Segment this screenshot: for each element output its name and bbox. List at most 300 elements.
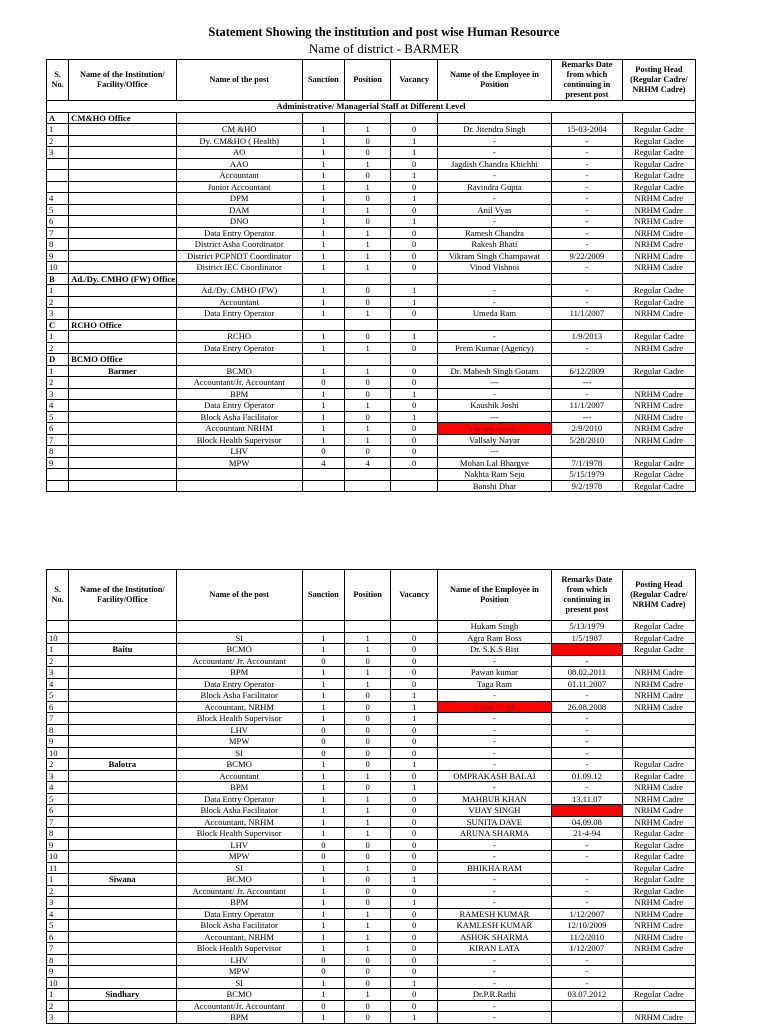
table-cell: Block Asha Facilitator bbox=[176, 690, 302, 702]
table-cell bbox=[69, 701, 176, 713]
table-cell: 1 bbox=[302, 331, 344, 343]
table-cell bbox=[69, 943, 176, 955]
table-cell: Balotra bbox=[69, 759, 176, 771]
table-cell bbox=[302, 319, 344, 331]
table-cell: 0 bbox=[391, 181, 438, 193]
table-cell bbox=[69, 262, 176, 274]
table-cell: 1 bbox=[344, 805, 391, 817]
table-cell bbox=[391, 354, 438, 366]
table-cell: 1 bbox=[391, 1012, 438, 1024]
table-cell bbox=[69, 667, 176, 679]
table-cell: Accountant bbox=[176, 170, 302, 182]
table-cell: Agra Ram Boss bbox=[437, 632, 551, 644]
table-cell: 1 bbox=[302, 170, 344, 182]
table-cell bbox=[69, 296, 176, 308]
table-cell bbox=[69, 908, 176, 920]
table-row bbox=[47, 158, 696, 170]
table-cell bbox=[69, 400, 176, 412]
table-cell: 1 bbox=[302, 1012, 344, 1024]
table-cell: 0 bbox=[391, 966, 438, 978]
table-cell: 2 bbox=[47, 296, 69, 308]
table-cell: 6 bbox=[47, 931, 69, 943]
hr-table-page-1 bbox=[46, 59, 696, 492]
table-cell: 0 bbox=[391, 954, 438, 966]
table-cell bbox=[302, 469, 344, 481]
table-cell: Accountant/ Jr. Accountant bbox=[176, 655, 302, 667]
table-cell: Vikram Purohit bbox=[437, 423, 551, 435]
table-cell: 1 bbox=[47, 989, 69, 1001]
table-cell bbox=[69, 736, 176, 748]
col-remarks: Remarks Date from which continuing in present post bbox=[551, 570, 622, 621]
table-cell: 7 bbox=[47, 816, 69, 828]
table-row bbox=[47, 147, 696, 159]
table-row bbox=[47, 713, 696, 725]
table-cell bbox=[302, 112, 344, 124]
table-cell bbox=[69, 457, 176, 469]
table-cell: 1 bbox=[47, 874, 69, 886]
table-cell: 11/1/2007 bbox=[551, 308, 622, 320]
table-cell: 0 bbox=[302, 377, 344, 389]
table-cell: 11/1/2007 bbox=[551, 400, 622, 412]
table-cell bbox=[69, 239, 176, 251]
table-cell bbox=[551, 1000, 622, 1012]
table-cell: 0 bbox=[302, 446, 344, 458]
table-cell: 0 bbox=[391, 805, 438, 817]
table-cell: 10 bbox=[47, 977, 69, 989]
table-cell: MPW bbox=[176, 851, 302, 863]
table-cell: 1 bbox=[47, 644, 69, 656]
table-cell bbox=[69, 158, 176, 170]
table-row bbox=[47, 701, 696, 713]
table-cell bbox=[69, 713, 176, 725]
table-cell: 0 bbox=[391, 365, 438, 377]
table-cell bbox=[391, 319, 438, 331]
table-cell: - bbox=[437, 736, 551, 748]
table-cell: LHV bbox=[176, 724, 302, 736]
table-cell: - bbox=[551, 736, 622, 748]
table-cell: Accountant/Jr. Accountant bbox=[176, 377, 302, 389]
table-cell: VIJAY SINGH bbox=[437, 805, 551, 817]
table-row bbox=[47, 655, 696, 667]
table-cell bbox=[302, 354, 344, 366]
table-cell: Dr. Jitendra Singh bbox=[437, 124, 551, 136]
table-row bbox=[47, 342, 696, 354]
table-cell bbox=[622, 273, 695, 285]
table-cell: - bbox=[437, 966, 551, 978]
table-cell: Barmer bbox=[69, 365, 176, 377]
table-cell: 11/2/2010 bbox=[551, 931, 622, 943]
table-cell: 1 bbox=[344, 816, 391, 828]
table-cell: 1 bbox=[391, 897, 438, 909]
table-cell: 1 bbox=[302, 713, 344, 725]
table-cell: Regular Cadre bbox=[622, 759, 695, 771]
table-row bbox=[47, 400, 696, 412]
table-row bbox=[47, 331, 696, 343]
table-cell: 0 bbox=[302, 1000, 344, 1012]
table-cell: - bbox=[551, 690, 622, 702]
table-row bbox=[47, 805, 696, 817]
table-row bbox=[47, 135, 696, 147]
table-cell: 0 bbox=[302, 736, 344, 748]
table-row bbox=[47, 667, 696, 679]
table-cell: Data Entry Operator bbox=[176, 308, 302, 320]
table-cell: - bbox=[551, 193, 622, 205]
table-cell bbox=[69, 181, 176, 193]
table-cell: 4 bbox=[302, 457, 344, 469]
table-cell: 4 bbox=[47, 678, 69, 690]
table-cell: Hukam Singh bbox=[437, 621, 551, 633]
table-cell: 1 bbox=[302, 874, 344, 886]
table-cell: 1 bbox=[344, 793, 391, 805]
table-row bbox=[47, 216, 696, 228]
table-cell: 1 bbox=[47, 365, 69, 377]
table-cell bbox=[391, 621, 438, 633]
hr-table-page-2 bbox=[46, 569, 696, 1024]
table-cell bbox=[344, 621, 391, 633]
table-cell bbox=[437, 354, 551, 366]
table-cell: 1/12/2007 bbox=[551, 943, 622, 955]
table-cell bbox=[69, 805, 176, 817]
table-cell: 0 bbox=[391, 885, 438, 897]
table-cell: - bbox=[551, 874, 622, 886]
table-cell: NRHM Cadre bbox=[622, 1012, 695, 1024]
table-cell: - bbox=[551, 216, 622, 228]
table-cell: 0 bbox=[391, 644, 438, 656]
table-cell: - bbox=[437, 782, 551, 794]
table-cell: --- bbox=[437, 377, 551, 389]
table-cell bbox=[69, 977, 176, 989]
table-cell: Regular Cadre bbox=[622, 331, 695, 343]
table-cell: BCMO bbox=[176, 759, 302, 771]
table-cell bbox=[622, 1000, 695, 1012]
table-cell: Accountant NRHM bbox=[176, 423, 302, 435]
table-row bbox=[47, 874, 696, 886]
table-row bbox=[47, 908, 696, 920]
table-cell: 9 bbox=[47, 250, 69, 262]
table-cell bbox=[344, 354, 391, 366]
table-cell: MPW bbox=[176, 966, 302, 978]
table-cell: Dy. CM&HO ( Health) bbox=[176, 135, 302, 147]
table-cell: 1 bbox=[344, 632, 391, 644]
table-cell: 7/1/1978 bbox=[551, 457, 622, 469]
table-cell: 0 bbox=[344, 1000, 391, 1012]
table-cell bbox=[391, 112, 438, 124]
table-cell: 0 bbox=[391, 736, 438, 748]
table-row bbox=[47, 747, 696, 759]
table-cell: 0 bbox=[344, 377, 391, 389]
table-cell: MPW bbox=[176, 457, 302, 469]
col-sno: S. No. bbox=[47, 60, 69, 101]
table-cell: --- bbox=[437, 411, 551, 423]
table-cell: 1 bbox=[344, 943, 391, 955]
col-sanction: Sanction bbox=[302, 570, 344, 621]
table-cell: Accountant bbox=[176, 296, 302, 308]
table-cell: KIRAN LATA bbox=[437, 943, 551, 955]
table-cell: 1 bbox=[391, 713, 438, 725]
table-cell: 0 bbox=[344, 655, 391, 667]
table-cell: BPM bbox=[176, 1012, 302, 1024]
table-cell bbox=[69, 966, 176, 978]
table-cell: 1 bbox=[302, 897, 344, 909]
table-cell: 0 bbox=[344, 713, 391, 725]
table-cell bbox=[176, 112, 302, 124]
table-cell: 8 bbox=[47, 828, 69, 840]
table-row bbox=[47, 851, 696, 863]
col-remarks: Remarks Date from which continuing in present post bbox=[551, 60, 622, 101]
table-cell: 0 bbox=[391, 262, 438, 274]
table-cell bbox=[622, 724, 695, 736]
table-row bbox=[47, 457, 696, 469]
table-cell: SI bbox=[176, 747, 302, 759]
table-cell: 1 bbox=[302, 770, 344, 782]
table-cell: - bbox=[551, 655, 622, 667]
table-cell: 6 bbox=[47, 701, 69, 713]
table-cell: CM&HO Office bbox=[69, 112, 176, 124]
table-cell: NRHM Cadre bbox=[622, 434, 695, 446]
table-row bbox=[47, 469, 696, 481]
table-cell: Regular Cadre bbox=[622, 147, 695, 159]
table-cell bbox=[622, 954, 695, 966]
table-cell: 0 bbox=[391, 342, 438, 354]
table-cell: BCMO bbox=[176, 644, 302, 656]
table-cell bbox=[69, 885, 176, 897]
table-cell: 1 bbox=[302, 147, 344, 159]
table-cell bbox=[302, 621, 344, 633]
table-cell: 1 bbox=[391, 331, 438, 343]
table-row bbox=[47, 193, 696, 205]
table-cell: 6/12/2009 bbox=[551, 365, 622, 377]
table-cell: 1 bbox=[302, 216, 344, 228]
table-cell: Regular Cadre bbox=[622, 365, 695, 377]
table-cell: 1 bbox=[302, 931, 344, 943]
table-cell: 1 bbox=[344, 931, 391, 943]
table-cell: 1 bbox=[391, 193, 438, 205]
table-cell: 1 bbox=[344, 434, 391, 446]
table-row bbox=[47, 931, 696, 943]
table-cell bbox=[69, 469, 176, 481]
table-cell: Regular Cadre bbox=[622, 181, 695, 193]
table-row bbox=[47, 204, 696, 216]
table-cell: 1 bbox=[302, 678, 344, 690]
table-cell: Accountant/Jr. Accountant bbox=[176, 1000, 302, 1012]
table-cell bbox=[551, 112, 622, 124]
table-cell: 0 bbox=[391, 446, 438, 458]
table-cell: 1 bbox=[344, 124, 391, 136]
table-cell: 8 bbox=[47, 954, 69, 966]
table-cell: OMPRAKASH BALAI bbox=[437, 770, 551, 782]
col-vacancy: Vacancy bbox=[391, 60, 438, 101]
table-cell bbox=[622, 354, 695, 366]
table-cell: 1 bbox=[391, 170, 438, 182]
table-cell: - bbox=[437, 388, 551, 400]
table-cell: 0 bbox=[302, 724, 344, 736]
table-cell: District IEC Coordinator bbox=[176, 262, 302, 274]
table-cell: Regular Cadre bbox=[622, 874, 695, 886]
table-cell: 1/5/1987 bbox=[551, 632, 622, 644]
table-cell: 0 bbox=[391, 434, 438, 446]
table-cell: 1 bbox=[391, 782, 438, 794]
col-sno: S. No. bbox=[47, 570, 69, 621]
table-cell: - bbox=[551, 897, 622, 909]
table-cell bbox=[176, 319, 302, 331]
table-cell: C bbox=[47, 319, 69, 331]
table-cell: 0 bbox=[391, 678, 438, 690]
table-cell bbox=[551, 273, 622, 285]
table-cell: 1 bbox=[391, 296, 438, 308]
table-cell: 13.11.07 bbox=[551, 793, 622, 805]
table-cell: BPM bbox=[176, 388, 302, 400]
table-cell: Regular Cadre bbox=[622, 862, 695, 874]
table-cell: NRHM Cadre bbox=[622, 793, 695, 805]
table-cell: 1 bbox=[344, 862, 391, 874]
table-cell: 1 bbox=[302, 262, 344, 274]
table-cell: 0 bbox=[344, 782, 391, 794]
table-cell: RCHO bbox=[176, 331, 302, 343]
table-row bbox=[47, 690, 696, 702]
table-cell: NRHM Cadre bbox=[622, 678, 695, 690]
table-cell: 1 bbox=[344, 227, 391, 239]
table-cell: 3 bbox=[47, 308, 69, 320]
table-cell bbox=[69, 170, 176, 182]
table-cell: 6 bbox=[47, 216, 69, 228]
table-cell: 0 bbox=[344, 954, 391, 966]
table-cell: Ravindra Gupta bbox=[437, 181, 551, 193]
table-cell: Jagdish Chandra Khichhi bbox=[437, 158, 551, 170]
table-cell: 0 bbox=[344, 701, 391, 713]
table-cell: 0 bbox=[391, 908, 438, 920]
table-cell: BCMO bbox=[176, 989, 302, 1001]
table-row bbox=[47, 770, 696, 782]
table-cell: Regular Cadre bbox=[622, 989, 695, 1001]
table-cell: 9 bbox=[47, 839, 69, 851]
table-cell: 1 bbox=[302, 411, 344, 423]
table-cell: - bbox=[437, 713, 551, 725]
table-cell bbox=[69, 124, 176, 136]
table-row bbox=[47, 920, 696, 932]
table-row bbox=[47, 181, 696, 193]
table-cell bbox=[69, 434, 176, 446]
table-cell: Regular Cadre bbox=[622, 135, 695, 147]
table-cell bbox=[622, 377, 695, 389]
table-cell: Vallsaly Nayar bbox=[437, 434, 551, 446]
table-cell: 3 bbox=[47, 897, 69, 909]
table-cell bbox=[69, 931, 176, 943]
document-title: Statement Showing the institution and post wise Human Resource bbox=[208, 25, 560, 39]
table-cell: 10 bbox=[47, 851, 69, 863]
table-cell: 0 bbox=[391, 851, 438, 863]
table-cell: Regular Cadre bbox=[622, 621, 695, 633]
table-cell: - bbox=[437, 216, 551, 228]
table-cell: LHV bbox=[176, 839, 302, 851]
table-cell: D bbox=[47, 354, 69, 366]
table-cell: 0 bbox=[391, 828, 438, 840]
table-cell: 0 bbox=[344, 285, 391, 297]
table-cell: 1 bbox=[302, 943, 344, 955]
table-cell: 0 bbox=[344, 690, 391, 702]
table-cell bbox=[551, 319, 622, 331]
col-posting-head: Posting Head (Regular Cadre/ NRHM Cadre) bbox=[622, 60, 695, 101]
table-cell: 5 bbox=[47, 920, 69, 932]
table-cell: Regular Cadre bbox=[622, 124, 695, 136]
table-cell: 26.08.2008 bbox=[551, 701, 622, 713]
table-cell: Mohan Lal Bhargve bbox=[437, 457, 551, 469]
table-cell: Accountant, NRHM bbox=[176, 931, 302, 943]
table-cell: - bbox=[551, 342, 622, 354]
table-cell: 1 bbox=[344, 342, 391, 354]
table-cell: NRHM Cadre bbox=[622, 805, 695, 817]
table-cell: 1 bbox=[391, 388, 438, 400]
table-cell: Sindhary bbox=[69, 989, 176, 1001]
table-cell: NRHM Cadre bbox=[622, 227, 695, 239]
table-cell bbox=[69, 216, 176, 228]
table-cell: - bbox=[551, 262, 622, 274]
table-cell: 1 bbox=[344, 308, 391, 320]
table-cell: Dr. S.K.S Bist bbox=[437, 644, 551, 656]
table-cell bbox=[47, 469, 69, 481]
table-cell: 0 bbox=[391, 400, 438, 412]
table-cell: NRHM Cadre bbox=[622, 908, 695, 920]
table-cell: - bbox=[437, 690, 551, 702]
table-cell: 1 bbox=[344, 423, 391, 435]
table-cell: - bbox=[437, 885, 551, 897]
table-cell: 1 bbox=[302, 124, 344, 136]
table-cell: Regular Cadre bbox=[622, 480, 695, 492]
table-cell bbox=[551, 805, 622, 817]
table-cell: MAHBUB KHAN bbox=[437, 793, 551, 805]
district-name: Name of district - BARMER bbox=[308, 41, 460, 56]
table-cell bbox=[69, 897, 176, 909]
table-cell: District Asha Coordinator bbox=[176, 239, 302, 251]
table-cell: 0 bbox=[302, 655, 344, 667]
table-cell: 3 bbox=[47, 667, 69, 679]
table-cell: Data Entry Operator bbox=[176, 342, 302, 354]
table-cell: 1 bbox=[302, 250, 344, 262]
table-cell: Accountant, NRHM bbox=[176, 701, 302, 713]
table-row bbox=[47, 1012, 696, 1024]
table-cell: 2 bbox=[47, 377, 69, 389]
table-header bbox=[47, 570, 696, 621]
table-cell: 1 bbox=[302, 296, 344, 308]
table-cell: - bbox=[437, 851, 551, 863]
table-cell: LHV bbox=[176, 446, 302, 458]
table-cell bbox=[302, 273, 344, 285]
table-cell: - bbox=[437, 1012, 551, 1024]
table-cell: 1 bbox=[391, 411, 438, 423]
table-cell: Ad./Dy. CMHO (FW) Office bbox=[69, 273, 176, 285]
table-cell: BCMO Office bbox=[69, 354, 176, 366]
table-cell bbox=[69, 954, 176, 966]
table-cell bbox=[69, 828, 176, 840]
table-cell: NRHM Cadre bbox=[622, 701, 695, 713]
table-cell bbox=[622, 736, 695, 748]
table-header bbox=[47, 60, 696, 101]
col-institution: Name of the Institution/ Facility/Office bbox=[69, 570, 176, 621]
table-cell: 0 bbox=[344, 724, 391, 736]
table-cell: 0 bbox=[344, 135, 391, 147]
table-cell: 5 bbox=[47, 793, 69, 805]
table-cell: 0 bbox=[344, 966, 391, 978]
table-cell: 1 bbox=[391, 216, 438, 228]
table-cell: DPM bbox=[176, 193, 302, 205]
table-cell: 15-03-2004 bbox=[551, 124, 622, 136]
table-cell bbox=[437, 112, 551, 124]
table-cell: Accountant/ Jr. Accountant bbox=[176, 885, 302, 897]
table-cell bbox=[47, 170, 69, 182]
table-cell: 1 bbox=[344, 262, 391, 274]
table-cell bbox=[69, 377, 176, 389]
table-cell: 0 bbox=[344, 759, 391, 771]
table-cell: 2/9/2010 bbox=[551, 423, 622, 435]
